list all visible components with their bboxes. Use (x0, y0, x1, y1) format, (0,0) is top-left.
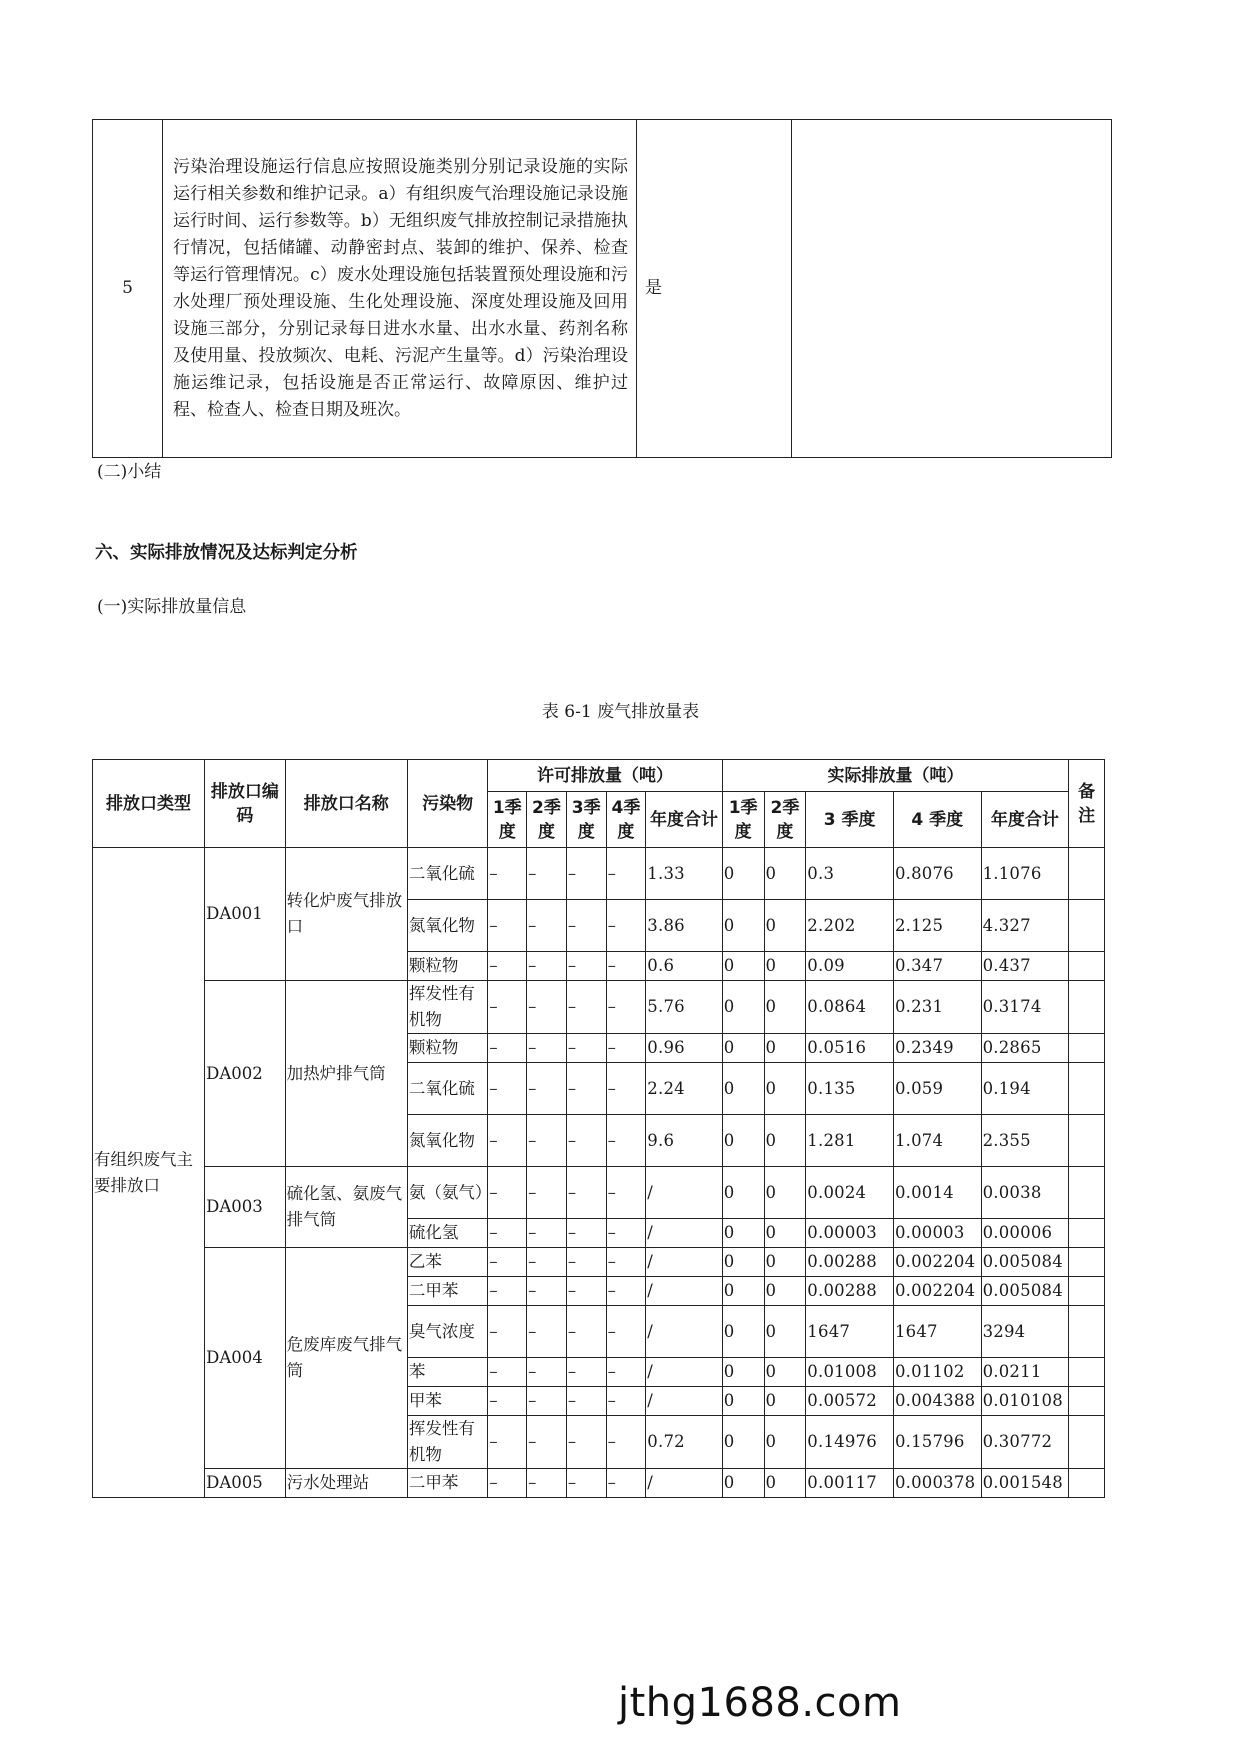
actual-quarter-cell: 0.14976 (806, 1416, 894, 1469)
actual-annual-cell: 0.2865 (981, 1034, 1069, 1063)
actual-quarter-cell: 0 (764, 1277, 806, 1306)
permit-annual-cell: 3.86 (646, 900, 722, 952)
actual-quarter-cell: 0 (764, 1034, 806, 1063)
actual-quarter-cell: 0.002204 (893, 1248, 981, 1277)
permit-quarter-cell: – (527, 1387, 567, 1416)
remark-cell (1069, 1115, 1105, 1167)
permit-annual-cell: 0.6 (646, 952, 722, 981)
actual-annual-cell: 0.437 (981, 952, 1069, 981)
permit-quarter-cell: – (606, 848, 646, 900)
permit-quarter-cell: – (527, 1306, 567, 1358)
actual-quarter-cell: 0.3 (806, 848, 894, 900)
actual-annual-cell: 0.005084 (981, 1248, 1069, 1277)
pollutant-cell: 硫化氢 (407, 1219, 488, 1248)
pollutant-cell: 甲苯 (407, 1387, 488, 1416)
permit-quarter-cell: – (566, 1416, 606, 1469)
actual-quarter-cell: 0 (764, 1306, 806, 1358)
actual-quarter-cell: 0.000378 (893, 1469, 981, 1498)
emission-table-body (93, 848, 1105, 1498)
actual-annual-cell: 1.1076 (981, 848, 1069, 900)
outlet-name-cell: 转化炉废气排放口 (285, 848, 407, 981)
actual-quarter-cell: 0 (764, 900, 806, 952)
actual-quarter-cell: 2.202 (806, 900, 894, 952)
permit-quarter-cell: – (527, 1277, 567, 1306)
permit-quarter-cell: – (527, 1358, 567, 1387)
actual-annual-cell: 4.327 (981, 900, 1069, 952)
header-row-1 (93, 760, 1105, 792)
outlet-name-cell: 污水处理站 (285, 1469, 407, 1498)
actual-quarter-cell: 0.00288 (806, 1277, 894, 1306)
header-outlet-type: 排放口类型 (93, 760, 205, 848)
pollutant-cell: 苯 (407, 1358, 488, 1387)
pollutant-cell: 氮氧化物 (407, 1115, 488, 1167)
header-permit-q3: 3季度 (566, 792, 606, 848)
pollutant-cell: 氮氧化物 (407, 900, 488, 952)
pollutant-cell: 颗粒物 (407, 1034, 488, 1063)
remark-cell (1069, 848, 1105, 900)
subsection-label: (一)实际排放量信息 (97, 597, 247, 617)
header-actual-q2: 2季度 (764, 792, 806, 848)
actual-annual-cell: 2.355 (981, 1115, 1069, 1167)
permit-quarter-cell: – (566, 1219, 606, 1248)
header-pollutant: 污染物 (407, 760, 488, 848)
table-row (93, 981, 1105, 1034)
header-actual-q1: 1季度 (722, 792, 764, 848)
outlet-code-cell: DA001 (205, 848, 286, 981)
permit-quarter-cell: – (566, 952, 606, 981)
actual-quarter-cell: 0 (764, 952, 806, 981)
outlet-code-cell: DA004 (205, 1248, 286, 1469)
permit-annual-cell: 0.96 (646, 1034, 722, 1063)
permit-annual-cell: / (646, 1387, 722, 1416)
actual-quarter-cell: 0 (764, 1248, 806, 1277)
outlet-name-cell: 硫化氢、氨废气排气筒 (285, 1167, 407, 1248)
remark-cell (1069, 981, 1105, 1034)
remark-cell (1069, 1416, 1105, 1469)
header-permit-q1: 1季度 (488, 792, 527, 848)
permit-quarter-cell: – (488, 1063, 527, 1115)
actual-quarter-cell: 0.004388 (893, 1387, 981, 1416)
pollutant-cell: 二氧化硫 (407, 1063, 488, 1115)
actual-quarter-cell: 0 (722, 1115, 764, 1167)
remark-cell (1069, 1219, 1105, 1248)
permit-quarter-cell: – (606, 952, 646, 981)
actual-annual-cell: 0.30772 (981, 1416, 1069, 1469)
header-permit-q4: 4季度 (606, 792, 646, 848)
remark-cell (1069, 1306, 1105, 1358)
actual-quarter-cell: 0 (764, 1469, 806, 1498)
permit-annual-cell: / (646, 1248, 722, 1277)
permit-quarter-cell: – (527, 1219, 567, 1248)
permit-quarter-cell: – (488, 952, 527, 981)
permit-quarter-cell: – (606, 1167, 646, 1219)
actual-quarter-cell: 0 (722, 981, 764, 1034)
actual-quarter-cell: 0.01008 (806, 1358, 894, 1387)
pollutant-cell: 二甲苯 (407, 1277, 488, 1306)
permit-quarter-cell: – (527, 1248, 567, 1277)
remark-cell (1069, 1063, 1105, 1115)
actual-quarter-cell: 0.0864 (806, 981, 894, 1034)
permit-quarter-cell: – (527, 981, 567, 1034)
table-row (93, 848, 1105, 900)
actual-quarter-cell: 0.8076 (893, 848, 981, 900)
actual-quarter-cell: 0 (722, 1358, 764, 1387)
pollutant-cell: 挥发性有机物 (407, 981, 488, 1034)
pollutant-cell: 颗粒物 (407, 952, 488, 981)
compliance-result: 是 (637, 120, 792, 458)
permit-quarter-cell: – (566, 1277, 606, 1306)
permit-quarter-cell: – (527, 1034, 567, 1063)
permit-annual-cell: / (646, 1469, 722, 1498)
permit-annual-cell: / (646, 1358, 722, 1387)
permit-quarter-cell: – (606, 1219, 646, 1248)
actual-quarter-cell: 0 (722, 952, 764, 981)
compliance-check-table (92, 119, 1112, 458)
actual-annual-cell: 0.0038 (981, 1167, 1069, 1219)
remark-cell (1069, 1167, 1105, 1219)
permit-quarter-cell: – (606, 1115, 646, 1167)
header-remark: 备注 (1069, 760, 1105, 848)
watermark: jthg1688.com (618, 1680, 902, 1726)
header-actual-annual: 年度合计 (981, 792, 1069, 848)
permit-quarter-cell: – (566, 1034, 606, 1063)
actual-quarter-cell: 0.0516 (806, 1034, 894, 1063)
permit-annual-cell: / (646, 1306, 722, 1358)
actual-annual-cell: 0.0211 (981, 1358, 1069, 1387)
actual-quarter-cell: 0 (764, 1115, 806, 1167)
pollutant-cell: 臭气浓度 (407, 1306, 488, 1358)
remark-cell (1069, 900, 1105, 952)
outlet-type-cell: 有组织废气主要排放口 (93, 848, 205, 1498)
permit-quarter-cell: – (527, 848, 567, 900)
actual-quarter-cell: 0.0024 (806, 1167, 894, 1219)
actual-quarter-cell: 0 (722, 1167, 764, 1219)
permit-quarter-cell: – (488, 981, 527, 1034)
permit-quarter-cell: – (566, 1115, 606, 1167)
permit-quarter-cell: – (488, 1277, 527, 1306)
summary-label: (二)小结 (97, 462, 162, 482)
actual-quarter-cell: 0 (722, 900, 764, 952)
permit-quarter-cell: – (566, 1358, 606, 1387)
actual-quarter-cell: 0 (764, 1416, 806, 1469)
table-row (93, 1248, 1105, 1277)
permit-quarter-cell: – (488, 1469, 527, 1498)
header-permit-annual: 年度合计 (646, 792, 722, 848)
actual-annual-cell: 0.00006 (981, 1219, 1069, 1248)
actual-quarter-cell: 0.00288 (806, 1248, 894, 1277)
outlet-name-cell: 加热炉排气筒 (285, 981, 407, 1167)
permit-quarter-cell: – (488, 1167, 527, 1219)
permit-quarter-cell: – (606, 1416, 646, 1469)
actual-quarter-cell: 0.00003 (893, 1219, 981, 1248)
actual-quarter-cell: 0 (722, 1277, 764, 1306)
table-row (93, 1167, 1105, 1219)
permit-quarter-cell: – (606, 1358, 646, 1387)
remark-cell (1069, 1277, 1105, 1306)
remark-cell (1069, 1358, 1105, 1387)
permit-annual-cell: 5.76 (646, 981, 722, 1034)
permit-quarter-cell: – (488, 1358, 527, 1387)
permit-quarter-cell: – (606, 1469, 646, 1498)
permit-quarter-cell: – (488, 848, 527, 900)
permit-quarter-cell: – (606, 1063, 646, 1115)
permit-quarter-cell: – (606, 1277, 646, 1306)
permit-quarter-cell: – (488, 1416, 527, 1469)
actual-quarter-cell: 0 (722, 1063, 764, 1115)
header-outlet-code: 排放口编码 (205, 760, 286, 848)
permit-quarter-cell: – (488, 1034, 527, 1063)
requirement-text: 污染治理设施运行信息应按照设施类别分别记录设施的实际运行相关参数和维护记录。a）有组织废气治理设施记录设施运行时间、运行参数等。b）无组织废气排放控制记录措施执行情况，包括储罐、动静密封点、装卸的维护、保养、检查等运行管理情况。c）废水处理设施包括装置预处理设施和污水处理厂预处理设施、生化处理设施、深度处理设施及回用设施三部分，分别记录每日进水水量、出水水量、药剂名称及使用量、投放频次、电耗、污泥产生量等。d）污染治理设施运维记录，包括设施是否正常运行、故障原因、维护过程、检查人、检查日期及班次。 (163, 120, 637, 458)
actual-quarter-cell: 0.09 (806, 952, 894, 981)
outlet-code-cell: DA003 (205, 1167, 286, 1248)
actual-annual-cell: 0.010108 (981, 1387, 1069, 1416)
actual-quarter-cell: 2.125 (893, 900, 981, 952)
actual-quarter-cell: 0.231 (893, 981, 981, 1034)
permit-quarter-cell: – (606, 900, 646, 952)
permit-quarter-cell: – (527, 900, 567, 952)
permit-annual-cell: / (646, 1277, 722, 1306)
pollutant-cell: 乙苯 (407, 1248, 488, 1277)
actual-quarter-cell: 0.0014 (893, 1167, 981, 1219)
remark-cell (1069, 1034, 1105, 1063)
actual-quarter-cell: 0 (764, 1167, 806, 1219)
actual-quarter-cell: 0.15796 (893, 1416, 981, 1469)
permit-quarter-cell: – (488, 1219, 527, 1248)
actual-quarter-cell: 0.2349 (893, 1034, 981, 1063)
permit-quarter-cell: – (606, 1248, 646, 1277)
actual-annual-cell: 3294 (981, 1306, 1069, 1358)
permit-quarter-cell: – (527, 1063, 567, 1115)
permit-quarter-cell: – (606, 1034, 646, 1063)
actual-quarter-cell: 0.347 (893, 952, 981, 981)
actual-quarter-cell: 0 (764, 1358, 806, 1387)
permit-quarter-cell: – (527, 1115, 567, 1167)
permit-quarter-cell: – (488, 1115, 527, 1167)
permit-annual-cell: 2.24 (646, 1063, 722, 1115)
permit-quarter-cell: – (527, 1416, 567, 1469)
permit-quarter-cell: – (566, 1063, 606, 1115)
header-actual-group: 实际排放量（吨） (722, 760, 1069, 792)
actual-annual-cell: 0.194 (981, 1063, 1069, 1115)
actual-quarter-cell: 0 (722, 1248, 764, 1277)
pollutant-cell: 挥发性有机物 (407, 1416, 488, 1469)
permit-quarter-cell: – (566, 1387, 606, 1416)
outlet-code-cell: DA005 (205, 1469, 286, 1498)
permit-quarter-cell: – (566, 1167, 606, 1219)
actual-quarter-cell: 1647 (893, 1306, 981, 1358)
pollutant-cell: 二氧化硫 (407, 848, 488, 900)
actual-annual-cell: 0.001548 (981, 1469, 1069, 1498)
header-actual-q3: 3 季度 (806, 792, 894, 848)
actual-quarter-cell: 0 (764, 1387, 806, 1416)
actual-quarter-cell: 0.01102 (893, 1358, 981, 1387)
permit-quarter-cell: – (488, 900, 527, 952)
permit-quarter-cell: – (566, 1469, 606, 1498)
header-outlet-name: 排放口名称 (285, 760, 407, 848)
pollutant-cell: 氨（氨气） (407, 1167, 488, 1219)
pollutant-cell: 二甲苯 (407, 1469, 488, 1498)
permit-quarter-cell: – (566, 981, 606, 1034)
table-row (93, 120, 1112, 458)
actual-quarter-cell: 0.00003 (806, 1219, 894, 1248)
permit-annual-cell: 1.33 (646, 848, 722, 900)
actual-annual-cell: 0.3174 (981, 981, 1069, 1034)
actual-quarter-cell: 0 (764, 981, 806, 1034)
actual-quarter-cell: 1647 (806, 1306, 894, 1358)
permit-quarter-cell: – (566, 1306, 606, 1358)
permit-quarter-cell: – (606, 1387, 646, 1416)
header-actual-q4: 4 季度 (893, 792, 981, 848)
permit-quarter-cell: – (527, 1167, 567, 1219)
permit-quarter-cell: – (488, 1248, 527, 1277)
table-row (93, 1469, 1105, 1498)
actual-quarter-cell: 0.00117 (806, 1469, 894, 1498)
outlet-name-cell: 危废库废气排气筒 (285, 1248, 407, 1469)
actual-quarter-cell: 0 (722, 1219, 764, 1248)
permit-quarter-cell: – (566, 848, 606, 900)
permit-quarter-cell: – (488, 1387, 527, 1416)
actual-quarter-cell: 0.135 (806, 1063, 894, 1115)
permit-quarter-cell: – (606, 1306, 646, 1358)
header-permit-q2: 2季度 (527, 792, 567, 848)
emission-table (92, 759, 1105, 1498)
actual-quarter-cell: 0 (722, 1387, 764, 1416)
permit-quarter-cell: – (527, 952, 567, 981)
remark-cell (1069, 952, 1105, 981)
actual-quarter-cell: 0 (764, 848, 806, 900)
actual-quarter-cell: 0.002204 (893, 1277, 981, 1306)
header-permitted-group: 许可排放量（吨） (488, 760, 722, 792)
actual-quarter-cell: 0 (764, 1063, 806, 1115)
permit-quarter-cell: – (566, 900, 606, 952)
actual-quarter-cell: 1.074 (893, 1115, 981, 1167)
actual-quarter-cell: 0 (722, 1416, 764, 1469)
actual-quarter-cell: 0 (722, 1306, 764, 1358)
actual-quarter-cell: 0 (722, 848, 764, 900)
permit-annual-cell: 0.72 (646, 1416, 722, 1469)
section-heading: 六、实际排放情况及达标判定分析 (95, 543, 358, 563)
actual-annual-cell: 0.005084 (981, 1277, 1069, 1306)
permit-annual-cell: 9.6 (646, 1115, 722, 1167)
permit-quarter-cell: – (566, 1248, 606, 1277)
permit-quarter-cell: – (606, 981, 646, 1034)
row-index: 5 (93, 120, 163, 458)
outlet-code-cell: DA002 (205, 981, 286, 1167)
table-caption: 表 6-1 废气排放量表 (541, 702, 700, 722)
actual-quarter-cell: 0 (764, 1219, 806, 1248)
permit-quarter-cell: – (527, 1469, 567, 1498)
remark-cell (1069, 1387, 1105, 1416)
actual-quarter-cell: 0.059 (893, 1063, 981, 1115)
permit-quarter-cell: – (488, 1306, 527, 1358)
permit-annual-cell: / (646, 1167, 722, 1219)
actual-quarter-cell: 1.281 (806, 1115, 894, 1167)
permit-annual-cell: / (646, 1219, 722, 1248)
remark-cell (792, 120, 1112, 458)
actual-quarter-cell: 0 (722, 1034, 764, 1063)
remark-cell (1069, 1469, 1105, 1498)
actual-quarter-cell: 0.00572 (806, 1387, 894, 1416)
actual-quarter-cell: 0 (722, 1469, 764, 1498)
remark-cell (1069, 1248, 1105, 1277)
